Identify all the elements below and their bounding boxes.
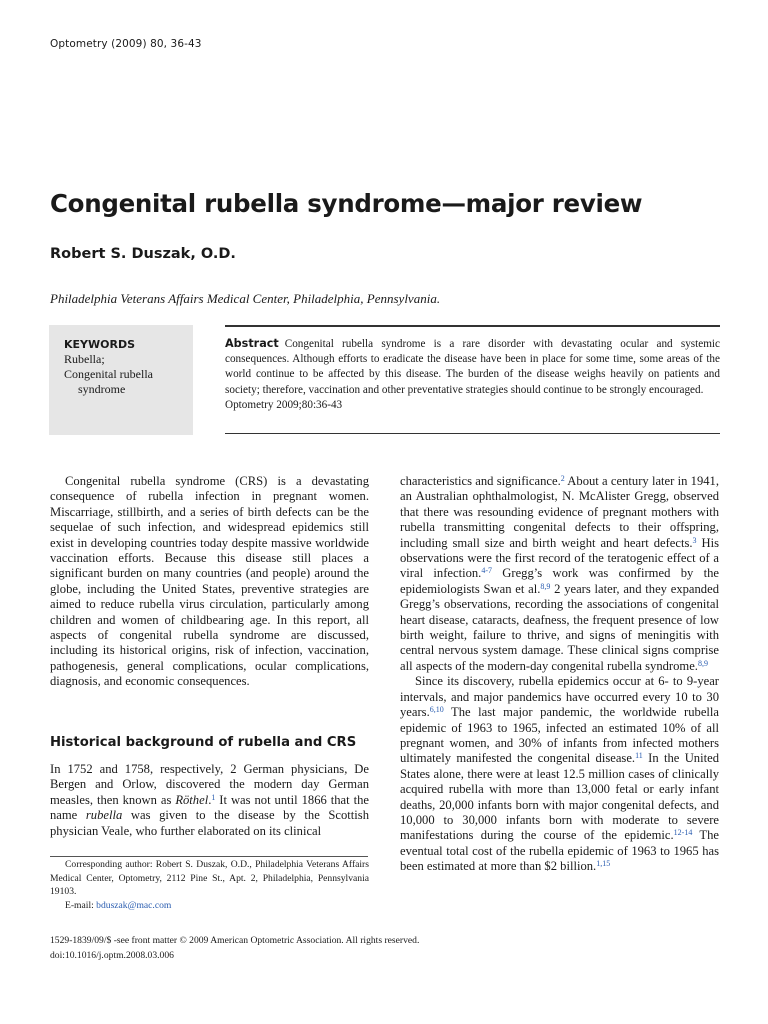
citation-ref[interactable]: 12-14 bbox=[673, 828, 693, 838]
text-run: The eventual total cost of the rubella epidemic of 1963 to 1965 has been estimated at more than $2 billion. bbox=[400, 828, 719, 874]
abstract-text: Congenital rubella syndrome is a rare disorder with devastating ocular and systemic consequences. Although efforts to eradicate the disease have been in place for some time, some areas of the world continue to be affected by this disease. The burden of the disease weighs heavily on patients and society; therefore, vaccination and other preventative strategies should continue to be strongly encouraged. bbox=[225, 338, 720, 396]
text-run: In the United States alone, there were at least 12.5 million cases of clinically acquired rubella with more than 13,000 fetal or early infant deaths, 20,000 infants born with major congenital defects, and 10,000 to 30,000 infants born with moderate to severe manifestations during the course of the epidemic. bbox=[400, 751, 719, 843]
citation-ref[interactable]: 11 bbox=[635, 751, 643, 761]
text-run: 2 years later, and they expanded Gregg’s observations, recording the associations of congenital heart disease, cataracts, deafness, the frequent presence of low birth weight, failure to thrive, and signs of meningitis with central nervous system damage. These clinical signs comprise all aspects of the modern-day congenital rubella syndrome. bbox=[400, 581, 719, 673]
keywords-heading: KEYWORDS bbox=[64, 338, 136, 351]
citation-ref[interactable]: 8,9 bbox=[540, 581, 551, 591]
text-run: It was not until 1866 that the name bbox=[50, 792, 369, 823]
abstract-citation: Optometry 2009;80:36-43 bbox=[225, 398, 343, 411]
citation-ref[interactable]: 3 bbox=[692, 535, 697, 545]
text-run: Gregg’s work was confirmed by the epidemiologists Swan et al. bbox=[400, 566, 719, 596]
history-paragraph bbox=[50, 762, 369, 839]
intro-paragraph bbox=[50, 474, 369, 690]
italic-term: rubella bbox=[85, 808, 123, 823]
text-run: In 1752 and 1758, respectively, 2 German physicians, De Bergen and Orlow, discovered the modern day German measles, then known as bbox=[50, 762, 369, 807]
email-link[interactable]: bduszak@mac.com bbox=[96, 899, 172, 911]
text-run: The last major pandemic, the worldwide rubella epidemic of 1963 to 1965, infected an estimated 10% of all pregnant women, and 30% of infants from infected mothers ultimately manifested the congenital disease. bbox=[400, 705, 719, 766]
epidemics-paragraph bbox=[400, 674, 719, 874]
keyword-item: Rubella; bbox=[64, 352, 105, 366]
citation-ref[interactable]: 6,10 bbox=[429, 705, 444, 715]
journal-reference: Optometry (2009) 80, 36-43 bbox=[50, 38, 202, 50]
abstract-top-rule bbox=[225, 325, 720, 327]
abstract bbox=[225, 336, 720, 413]
text-run: Since its discovery, rubella epidemics occur at 6- to 9-year intervals, and major pandemics have occurred every 10 to 30 years. bbox=[400, 674, 719, 720]
text-run: was given to the disease by the Scottish physician Veale, who further elaborated on its clinical bbox=[50, 808, 369, 838]
citation-ref[interactable]: 8,9 bbox=[697, 658, 708, 668]
footnote bbox=[50, 858, 369, 912]
citation-ref[interactable]: 1 bbox=[211, 792, 216, 802]
right-column bbox=[400, 474, 719, 875]
footnote-rule bbox=[50, 856, 368, 857]
text-run: characteristics and significance. bbox=[400, 474, 561, 488]
abstract-label: Abstract bbox=[225, 337, 279, 350]
author-name: Robert S. Duszak, O.D. bbox=[50, 246, 236, 262]
copyright-line: 1529-1839/09/$ -see front matter © 2009 American Optometric Association. All rights reserved. bbox=[50, 935, 420, 946]
keyword-item: syndrome bbox=[78, 382, 126, 396]
citation-ref[interactable]: 4-7 bbox=[481, 566, 492, 576]
corresponding-author-note: Corresponding author: Robert S. Duszak, O.D., Philadelphia Veterans Affairs Medical Center, Optometry, 2112 Pine St., Apt. 2, Philadelphia, Pennsylvania 19103. bbox=[50, 859, 369, 898]
email-label: E-mail: bbox=[65, 899, 97, 911]
italic-term: Röthel bbox=[175, 792, 209, 807]
keywords-box bbox=[49, 325, 193, 435]
text-run: . bbox=[208, 792, 212, 807]
page-footer bbox=[50, 933, 419, 963]
text-run: About a century later in 1941, an Australian ophthalmologist, N. McAlister Gregg, observed that there was resounding evidence of pregnant mothers with rubella transmitting congenital defects to their offspring, including small size and birth weight and heart defects. bbox=[400, 474, 719, 550]
abstract-bottom-rule bbox=[225, 433, 720, 434]
article-title: Congenital rubella syndrome—major review bbox=[50, 189, 643, 218]
citation-ref[interactable]: 1,15 bbox=[596, 859, 611, 869]
citation-ref[interactable]: 2 bbox=[560, 474, 565, 483]
text-run: His observations were the first record of the teratogenic effect of a viral infection. bbox=[400, 535, 719, 581]
section-heading: Historical background of rubella and CRS bbox=[50, 735, 357, 750]
author-affiliation: Philadelphia Veterans Affairs Medical Center, Philadelphia, Pennsylvania. bbox=[50, 291, 441, 306]
keyword-item: Congenital rubella bbox=[64, 367, 153, 381]
abstract-body bbox=[225, 336, 720, 398]
history-text bbox=[50, 762, 369, 839]
doi-line: doi:10.1016/j.optm.2008.03.006 bbox=[50, 950, 174, 961]
email-line bbox=[50, 899, 369, 913]
intro-text: Congenital rubella syndrome (CRS) is a devastating consequence of rubella infection in pregnant women. Miscarriage, stillbirth, and a series of birth defects can be the sequelae of such infection, and widespread epidemics still exist in developing countries today despite massive worldwide vaccination efforts. Because this disease still places a significant burden on many countries (and people) around the globe, including the United States, preventive strategies are aimed to reduce rubella virus circulation, particularly among children and women of childbearing age. In this report, all aspects of congenital rubella syndrome are discussed, including its historical origins, risk of infection, vaccination, pathogenesis, general complications, ocular complications, diagnosis, and economic consequences. bbox=[50, 474, 369, 689]
history-continued-paragraph bbox=[400, 474, 719, 674]
